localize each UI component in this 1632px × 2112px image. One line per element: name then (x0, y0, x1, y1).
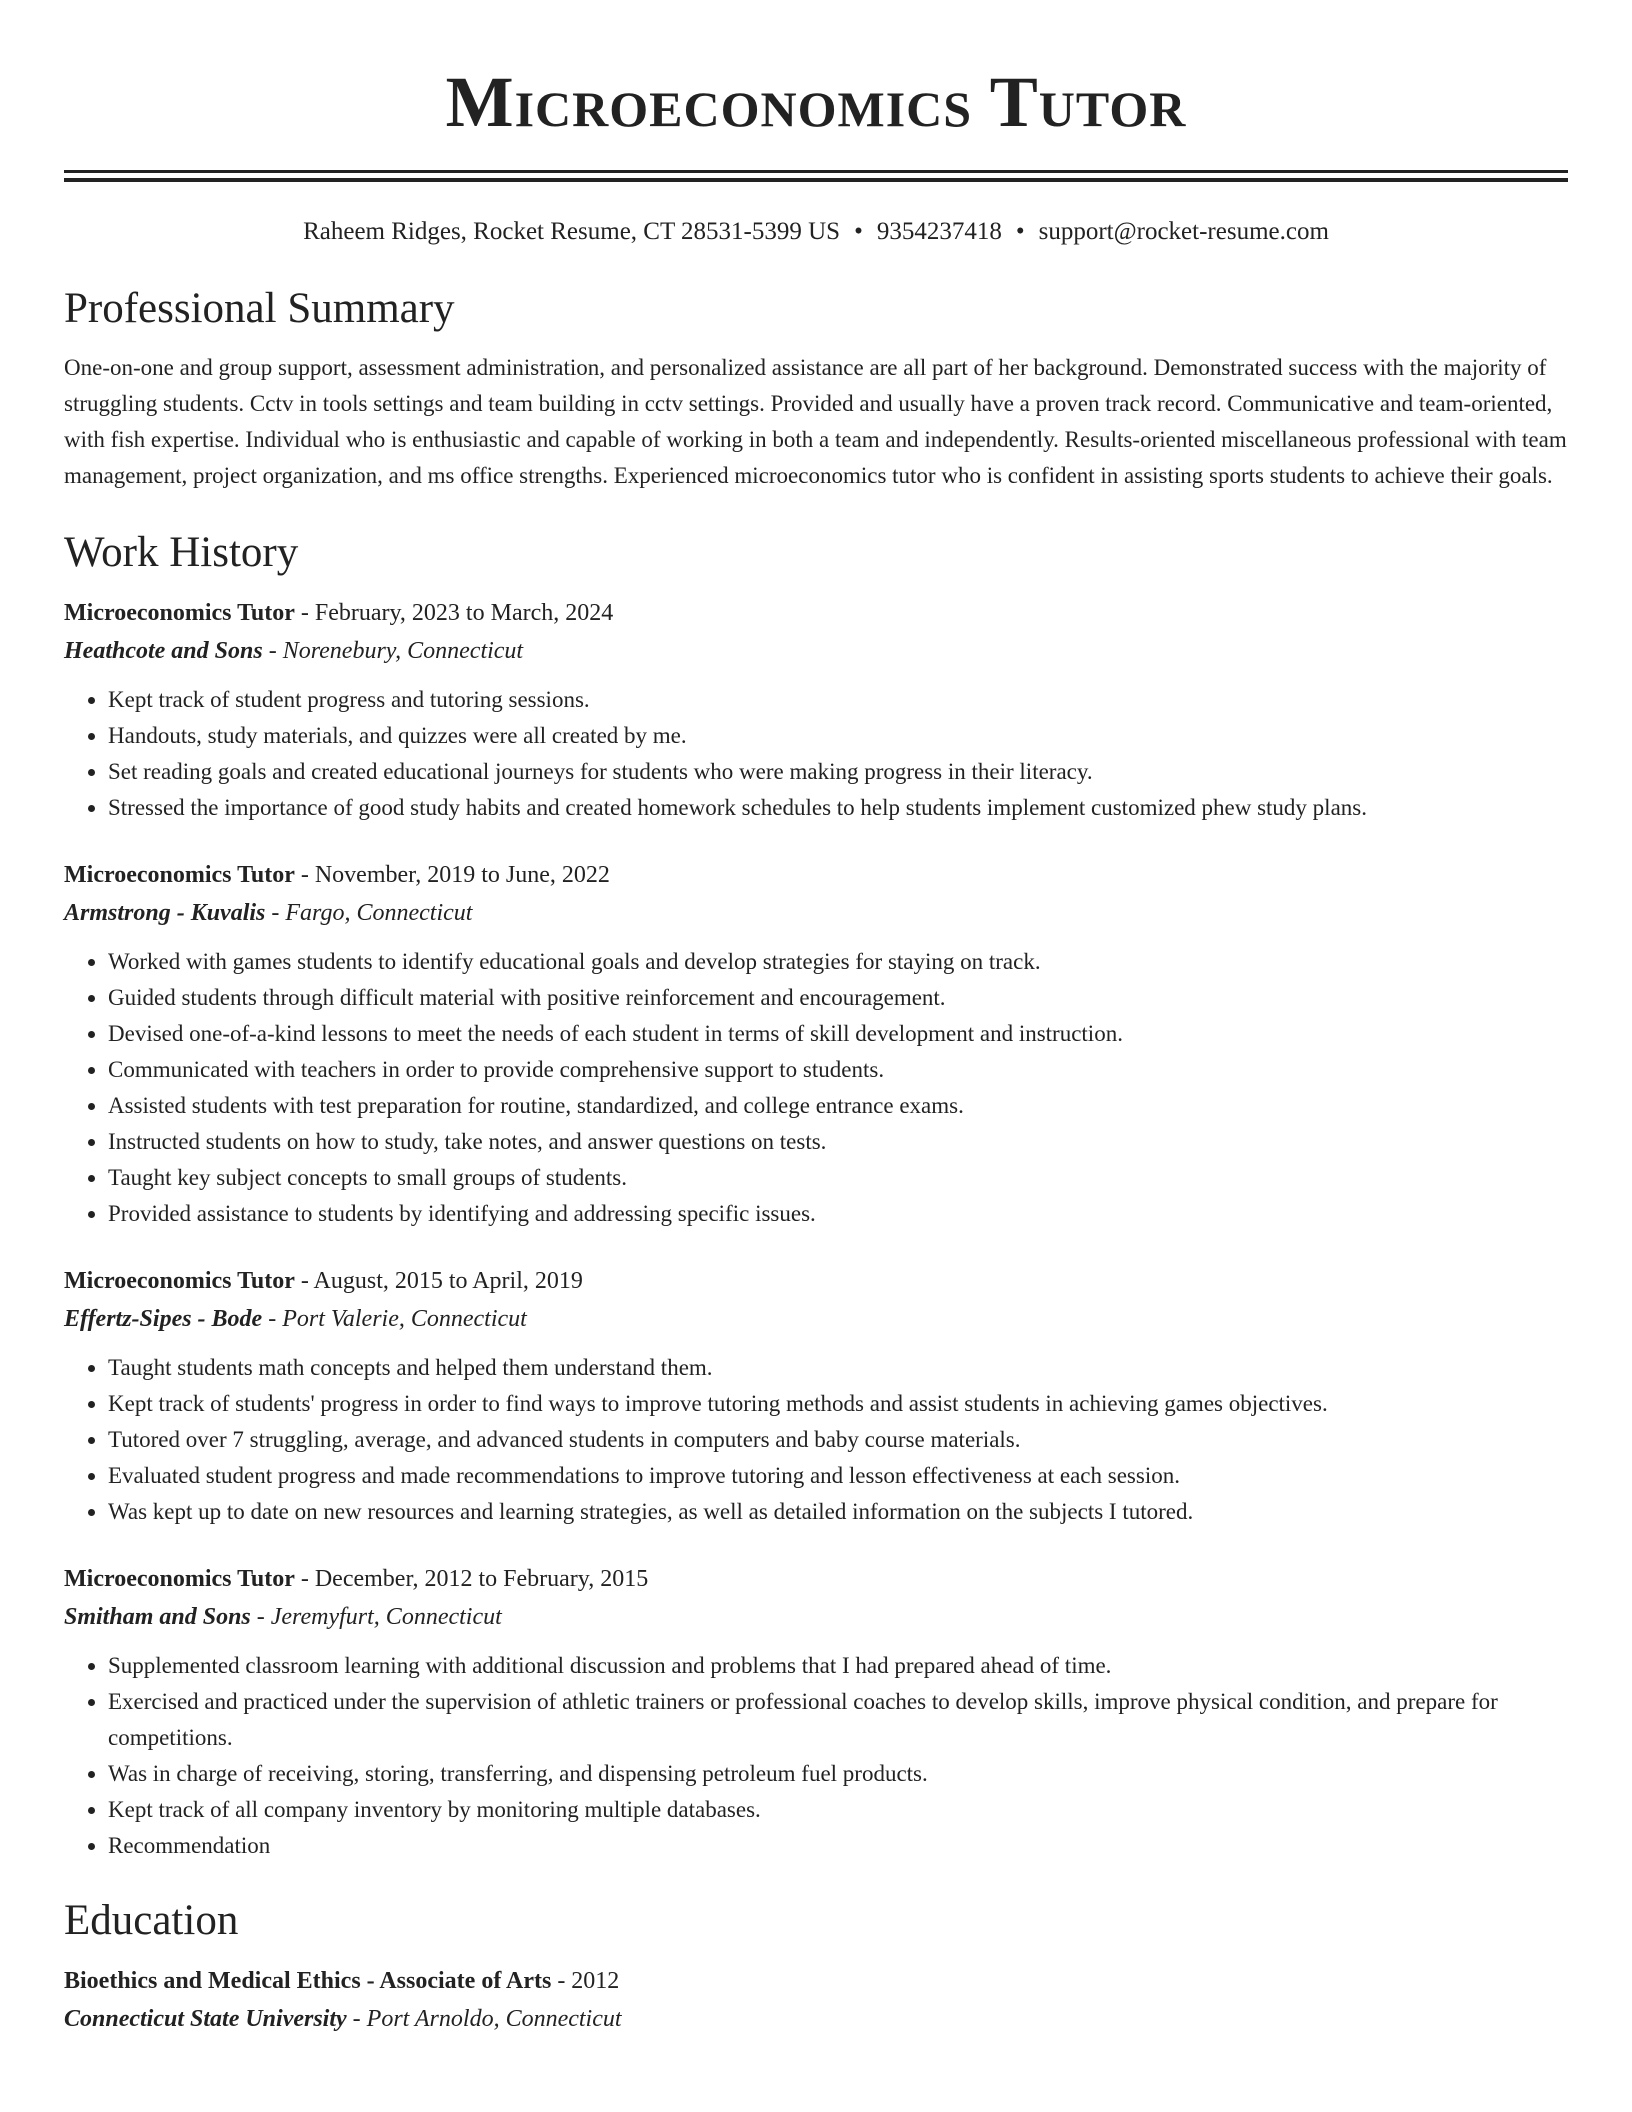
job-bullet: • Was in charge of receiving, storing, transferring, and dispensing petroleum fuel products. (108, 1756, 1568, 1792)
job-location: - Norenebury, Connecticut (268, 638, 524, 664)
job-entry (64, 856, 1568, 1232)
contact-address: Raheem Ridges, Rocket Resume, CT 28531-5399 US (303, 218, 841, 245)
job-bullet: • Handouts, study materials, and quizzes were all created by me. (108, 718, 1568, 754)
summary-heading: Professional Summary (64, 285, 455, 332)
job-dates: - August, 2015 to April, 2019 (300, 1268, 583, 1294)
job-bullet: • Worked with games students to identify educational goals and develop strategies for staying on track. (108, 944, 1568, 980)
job-bullet-list (64, 1350, 1568, 1530)
job-bullet: • Taught key subject concepts to small groups of students. (108, 1160, 1568, 1196)
job-company: Heathcote and Sons (64, 638, 263, 664)
education-school-line (64, 2000, 1568, 2038)
job-company: Effertz-Sipes - Bode (64, 1306, 263, 1332)
education-year: - 2012 (557, 1968, 620, 1994)
job-title: Microeconomics Tutor (64, 862, 295, 888)
education-list (64, 1962, 1568, 2038)
job-entry (64, 594, 1568, 826)
job-location: - Port Valerie, Connecticut (268, 1306, 527, 1332)
job-bullet: • Recommendation (108, 1828, 1568, 1864)
job-title: Microeconomics Tutor (64, 1566, 295, 1592)
job-bullet: • Taught students math concepts and helped them understand them. (108, 1350, 1568, 1386)
job-company-line (64, 632, 1568, 670)
education-location: - Port Arnoldo, Connecticut (352, 2006, 622, 2032)
job-title: Microeconomics Tutor (64, 1268, 295, 1294)
job-bullet: • Assisted students with test preparation for routine, standardized, and college entrance exams. (108, 1088, 1568, 1124)
job-title-line (64, 594, 1568, 632)
job-company-line (64, 1598, 1568, 1636)
education-entry (64, 1962, 1568, 2038)
job-bullet-list (64, 682, 1568, 826)
job-bullet: • Devised one-of-a-kind lessons to meet the needs of each student in terms of skill development and instruction. (108, 1016, 1568, 1052)
job-bullet: • Kept track of students' progress in order to find ways to improve tutoring methods and assist students in achieving games objectives. (108, 1386, 1568, 1422)
title-divider-bottom (64, 178, 1568, 182)
job-title-line (64, 1262, 1568, 1300)
education-heading: Education (64, 1897, 239, 1944)
job-company-line (64, 894, 1568, 932)
education-degree-line (64, 1962, 1568, 2000)
work-history-heading: Work History (64, 529, 299, 576)
title-divider-top (64, 170, 1568, 173)
job-bullet: • Set reading goals and created educational journeys for students who were making progress in their literacy. (108, 754, 1568, 790)
education-school: Connecticut State University (64, 2006, 347, 2032)
job-company: Armstrong - Kuvalis (64, 900, 266, 926)
job-location: - Jeremyfurt, Connecticut (256, 1604, 502, 1630)
job-bullet-list (64, 1648, 1568, 1864)
job-company-line (64, 1300, 1568, 1338)
job-dates: - February, 2023 to March, 2024 (300, 600, 614, 626)
job-title-line (64, 856, 1568, 894)
job-bullet: • Instructed students on how to study, take notes, and answer questions on tests. (108, 1124, 1568, 1160)
contact-separator: • (854, 218, 863, 245)
job-dates: - December, 2012 to February, 2015 (300, 1566, 649, 1592)
education-degree: Bioethics and Medical Ethics - Associate of Arts (64, 1968, 552, 1994)
job-bullet: • Guided students through difficult material with positive reinforcement and encouragement. (108, 980, 1568, 1016)
job-dates: - November, 2019 to June, 2022 (300, 862, 610, 888)
contact-line (64, 214, 1568, 250)
contact-separator: • (1015, 218, 1025, 245)
job-location: - Fargo, Connecticut (271, 900, 473, 926)
job-bullet: • Supplemented classroom learning with additional discussion and problems that I had prepared ahead of time. (108, 1648, 1568, 1684)
job-bullet: • Communicated with teachers in order to provide comprehensive support to students. (108, 1052, 1568, 1088)
job-bullet: • Kept track of all company inventory by monitoring multiple databases. (108, 1792, 1568, 1828)
job-title: Microeconomics Tutor (64, 600, 295, 626)
contact-email: support@rocket-resume.com (1038, 218, 1329, 245)
job-bullet: • Was kept up to date on new resources and learning strategies, as well as detailed information on the subjects I tutored. (108, 1494, 1568, 1530)
job-bullet: • Provided assistance to students by identifying and addressing specific issues. (108, 1196, 1568, 1232)
contact-phone: 9354237418 (876, 218, 1002, 245)
job-bullet: • Evaluated student progress and made recommendations to improve tutoring and lesson effectiveness at each session. (108, 1458, 1568, 1494)
job-bullet: • Tutored over 7 struggling, average, and advanced students in computers and baby course materials. (108, 1422, 1568, 1458)
job-bullet-list (64, 944, 1568, 1232)
summary-text: One-on-one and group support, assessment administration, and personalized assistance are all part of her background. Demonstrated success with the majority of struggling students. Cctv in tools settings and team building in cctv settings. Provided and usually have a proven track record. Communicative and team-oriented, with fish expertise. Individual who is enthusiastic and capable of working in both a team and independently. Results-oriented miscellaneous professional with team management, project organization, and ms office strengths. Experienced microeconomics tutor who is confident in assisting sports students to achieve their goals. (64, 355, 1567, 488)
job-title-line (64, 1560, 1568, 1598)
resume-title: Microeconomics Tutor (445, 62, 1187, 142)
job-bullet: • Kept track of student progress and tutoring sessions. (108, 682, 1568, 718)
job-company: Smitham and Sons (64, 1604, 251, 1630)
job-entry (64, 1560, 1568, 1864)
job-bullet: • Exercised and practiced under the supervision of athletic trainers or professional coaches to develop skills, improve physical condition, and prepare for competitions. (108, 1684, 1568, 1756)
work-history-list (64, 594, 1568, 1864)
job-bullet: • Stressed the importance of good study habits and created homework schedules to help students implement customized phew study plans. (108, 790, 1568, 826)
job-entry (64, 1262, 1568, 1530)
